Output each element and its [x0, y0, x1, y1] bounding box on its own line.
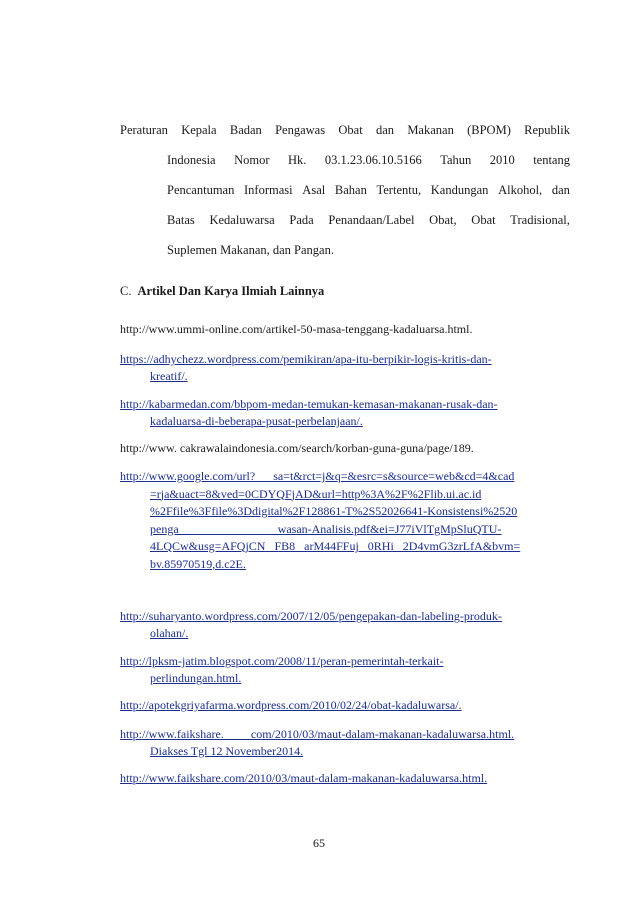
reference-link[interactable]: http://apotekgriyafarma.wordpress.com/2010/02/24/obat-kadaluwarsa/. [120, 698, 462, 712]
reference-link-continuation[interactable]: 4LQCw&usg=AFQjCN FB8 arM44FFuj 0RHi 2D4vmG3zrLfA&bvm= [150, 539, 521, 553]
reference-entry-6 [120, 608, 570, 642]
reference-entry-10 [120, 770, 570, 787]
reference-link-continuation[interactable]: perlindungan.html. [150, 671, 242, 685]
reference-entry-8 [120, 697, 570, 714]
reference-link-continuation[interactable]: %2Ffile%3Ffile%3Ddigital%2F128861-T%2S52026641-Konsistensi%2520 [150, 504, 518, 518]
reference-link[interactable]: http://www.google.com/url? sa=t&rct=j&q=&esrc=s&source=web&cd=4&cad [120, 469, 515, 483]
reference-link-continuation[interactable]: olahan/. [150, 626, 189, 640]
reference-entry-9 [120, 726, 570, 760]
bpom-reference-line-4: Batas Kedaluwarsa Pada Penandaan/Label Obat, Obat Tradisional, [167, 213, 570, 227]
reference-link[interactable]: http://kabarmedan.com/bbpom-medan-temukan-kemasan-makanan-rusak-dan- [120, 397, 498, 411]
bpom-reference-line-1: Peraturan Kepala Badan Pengawas Obat dan Makanan (BPOM) Republik [120, 123, 570, 137]
reference-link[interactable]: http://www.faikshare.com/2010/03/maut-dalam-makanan-kadaluwarsa.html. [120, 771, 488, 785]
reference-entry-2 [120, 351, 570, 385]
reference-link-continuation[interactable]: Diakses Tgl 12 November2014. [150, 744, 304, 758]
bpom-reference-line-3: Pencantuman Informasi Asal Bahan Tertentu, Kandungan Alkohol, dan [167, 183, 570, 197]
reference-link-continuation[interactable]: kreatif/. [150, 369, 188, 383]
reference-entry-4 [120, 440, 570, 457]
bpom-reference-line-2: Indonesia Nomor Hk. 03.1.23.06.10.5166 Tahun 2010 tentang [167, 153, 570, 167]
reference-link[interactable]: http://suharyanto.wordpress.com/2007/12/05/pengepakan-dan-labeling-produk- [120, 609, 502, 623]
bpom-reference-line-5: Suplemen Makanan, dan Pangan. [167, 243, 334, 257]
reference-entry-1 [120, 321, 570, 338]
reference-entry-7 [120, 653, 570, 687]
reference-link[interactable]: http://www.faikshare. com/2010/03/maut-dalam-makanan-kadaluwarsa.html. [120, 727, 515, 741]
section-title: Artikel Dan Karya Ilmiah Lainnya [137, 284, 325, 298]
section-letter: C. [120, 284, 132, 298]
reference-link-continuation[interactable]: bv.85970519,d.c2E. [150, 556, 246, 571]
reference-entry-3 [120, 396, 570, 430]
section-heading [120, 283, 570, 299]
reference-text: http://www.ummi-online.com/artikel-50-masa-tenggang-kadaluarsa.html. [120, 322, 473, 336]
reference-link-continuation[interactable]: penga wasan-Analisis.pdf&ei=J77iVlTgMpSluQTU- [150, 521, 502, 536]
reference-link-continuation[interactable]: kadaluarsa-di-beberapa-pusat-perbelanjaan/. [150, 414, 363, 428]
page-number: 65 [313, 836, 325, 850]
reference-link[interactable]: http://lpksm-jatim.blogspot.com/2008/11/peran-pemerintah-terkait- [120, 654, 444, 668]
reference-link-continuation[interactable]: =rja&uact=8&ved=0CDYQFjAD&url=http%3A%2F%2Flib.ui.ac.id [150, 486, 482, 501]
reference-link[interactable]: https://adhychezz.wordpress.com/pemikiran/apa-itu-berpikir-logis-kritis-dan- [120, 352, 492, 366]
reference-text: http://www. cakrawalaindonesia.com/search/korban-guna-guna/page/189. [120, 441, 474, 455]
reference-entry-5 [120, 468, 570, 573]
